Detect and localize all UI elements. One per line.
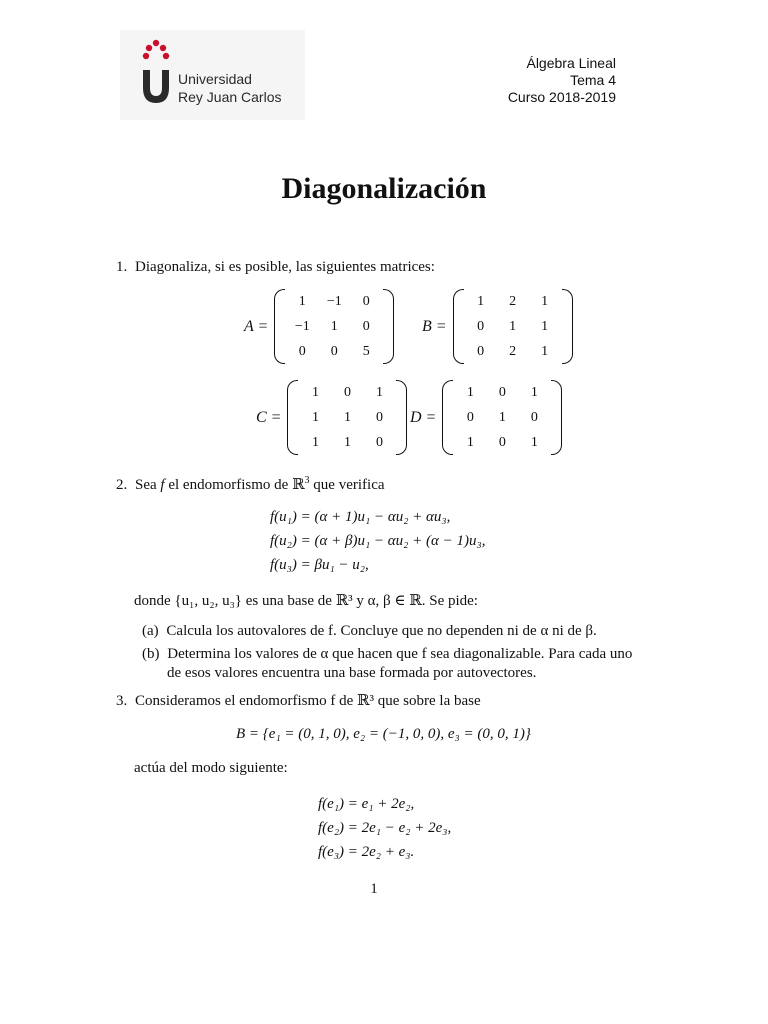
university-logo — [120, 30, 305, 120]
equation-line: f(e₂) = 2e₁ − e₂ + 2e₃, — [318, 820, 452, 836]
matrix-cell: 1 — [509, 318, 517, 334]
matrix-cell: 0 — [530, 409, 538, 425]
part-b-text-line1: Determina los valores de α que hacen que f sea diagonalizable. Para cada uno — [167, 646, 633, 662]
matrix-cell: 2 — [509, 293, 517, 309]
course-title: Álgebra Lineal — [526, 55, 616, 71]
matrix-cell: 0 — [498, 384, 506, 400]
university-name-line1: Universidad — [178, 71, 252, 87]
exercise-2-exponent: 3 — [304, 475, 310, 486]
matrix-b-body — [453, 289, 573, 364]
matrix-cell: 0 — [362, 293, 370, 309]
matrix-c — [256, 380, 407, 455]
matrix-cell: −1 — [294, 318, 310, 334]
exercise-3-statement — [116, 692, 481, 711]
matrix-cell: 0 — [343, 384, 351, 400]
matrix-a — [244, 289, 394, 364]
matrix-d — [410, 380, 562, 455]
matrix-cell: 2 — [509, 343, 517, 359]
exercise-2-text-a: Sea — [135, 477, 157, 493]
part-b-text-line2: de esos valores encuentra una base formada por autovectores. — [167, 665, 537, 681]
matrix-cell: 1 — [541, 293, 549, 309]
matrix-cell: 0 — [477, 343, 485, 359]
exercise-3-equations — [318, 792, 451, 864]
matrix-cell: 1 — [311, 434, 319, 450]
matrix-cell: 1 — [311, 409, 319, 425]
matrix-cell: 1 — [343, 434, 351, 450]
exercise-1-number: 1. — [116, 259, 128, 275]
matrix-d-body — [442, 380, 562, 455]
matrix-cell: 5 — [362, 343, 370, 359]
matrix-cell: 1 — [311, 384, 319, 400]
matrix-cell: 1 — [375, 384, 383, 400]
matrix-cell: 0 — [330, 343, 338, 359]
exercise-1-statement — [116, 258, 435, 277]
matrix-cell: 1 — [466, 434, 474, 450]
matrix-cell: 0 — [298, 343, 306, 359]
matrix-cell: 0 — [375, 434, 383, 450]
part-b-label: (b) — [142, 646, 160, 662]
exercise-3-number: 3. — [116, 693, 128, 709]
course-year: Curso 2018-2019 — [507, 89, 616, 105]
matrix-cell: 0 — [362, 318, 370, 334]
exercise-2-part-b — [142, 645, 632, 683]
matrix-a-label: A = — [244, 317, 269, 335]
matrix-cell: −1 — [326, 293, 342, 309]
equation-line: f(u₂) = (α + β)u₁ − αu₂ + (α − 1)u₃, — [270, 533, 486, 549]
exercise-2-text-c: que verifica — [313, 477, 385, 493]
matrix-cell: 1 — [298, 293, 306, 309]
matrix-cell: 1 — [330, 318, 338, 334]
page-title: Diagonalización — [281, 172, 487, 205]
matrix-cell: 0 — [466, 409, 474, 425]
course-topic: Tema 4 — [570, 72, 616, 88]
equation-line: f(e₃) = 2e₂ + e₃. — [318, 844, 415, 860]
part-a-label: (a) — [142, 623, 159, 639]
exercise-3-acts: actúa del modo siguiente: — [134, 760, 288, 776]
matrix-b — [422, 289, 573, 364]
exercise-2-text-b: el endomorfismo de — [168, 477, 289, 493]
matrix-cell: 0 — [375, 409, 383, 425]
university-name-line2: Rey Juan Carlos — [178, 89, 282, 105]
matrix-b-label: B = — [422, 317, 447, 335]
matrix-cell: 1 — [477, 293, 485, 309]
equation-line: f(e₁) = e₁ + 2e₂, — [318, 796, 415, 812]
equation-line: f(u₁) = (α + 1)u₁ − αu₂ + αu₃, — [270, 509, 451, 525]
matrix-cell: 0 — [477, 318, 485, 334]
matrix-cell: 1 — [530, 434, 538, 450]
exercise-3-text: Consideramos el endomorfismo f de ℝ³ que sobre la base — [135, 693, 481, 709]
matrix-d-label: D = — [410, 408, 437, 426]
matrix-c-label: C = — [256, 408, 282, 426]
exercise-2-number: 2. — [116, 477, 128, 493]
matrix-cell: 1 — [541, 318, 549, 334]
matrix-cell: 1 — [541, 343, 549, 359]
matrix-cell: 1 — [466, 384, 474, 400]
matrix-cell: 1 — [498, 409, 506, 425]
matrix-cell: 1 — [343, 409, 351, 425]
part-a-text: Calcula los autovalores de f. Concluye que no dependen ni de α ni de β. — [166, 623, 597, 639]
matrix-cell: 0 — [498, 434, 506, 450]
exercise-2-donde: donde {u₁, u₂, u₃} es una base de ℝ³ y α, β ∈ ℝ. Se pide: — [134, 593, 478, 609]
exercise-1-text: Diagonaliza, si es posible, las siguientes matrices: — [135, 259, 435, 275]
exercise-2-equations — [270, 505, 485, 577]
exercise-2-part-a — [142, 622, 597, 641]
matrix-a-body — [274, 289, 394, 364]
matrix-c-body — [287, 380, 407, 455]
equation-line: f(u₃) = βu₁ − u₂, — [270, 557, 369, 573]
matrix-cell: 1 — [530, 384, 538, 400]
exercise-2-statement — [116, 471, 385, 495]
exercise-2-f-symbol: f — [160, 477, 165, 493]
page-number: 1 — [370, 881, 378, 897]
exercise-3-basis: B = {e₁ = (0, 1, 0), e₂ = (−1, 0, 0), e₃ = (0, 0, 1)} — [236, 726, 531, 742]
exercise-2-real-symbol: ℝ — [292, 477, 305, 493]
course-info — [508, 55, 616, 106]
